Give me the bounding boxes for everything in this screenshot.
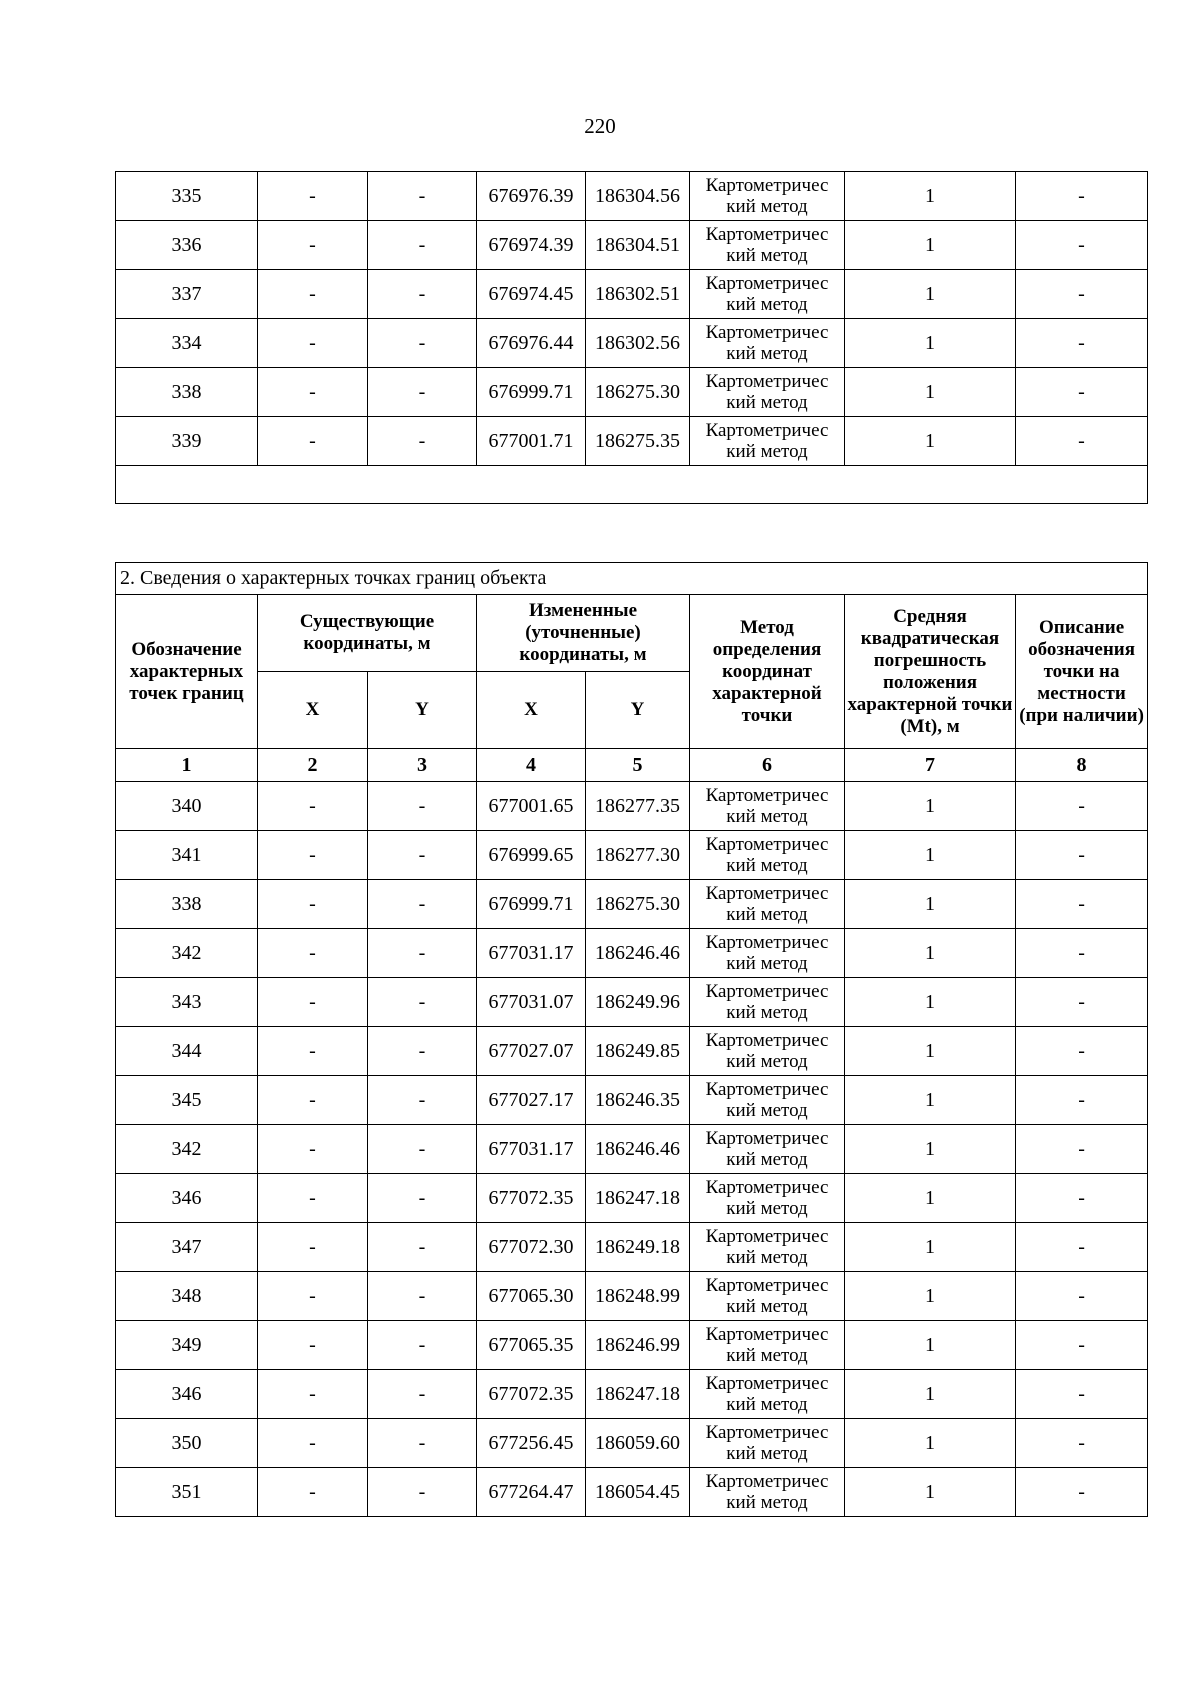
- method-line: кий метод: [726, 1051, 808, 1072]
- method-cell: [690, 831, 845, 880]
- method-line: кий метод: [726, 1247, 808, 1268]
- existing-x-cell: -: [258, 1419, 368, 1468]
- existing-x-cell: -: [258, 782, 368, 831]
- mean-error-cell: 1: [845, 1125, 1016, 1174]
- point-cell: 348: [116, 1272, 258, 1321]
- column-numbers-row: [116, 749, 1148, 782]
- point-cell: 334: [116, 319, 258, 368]
- existing-x-cell: -: [258, 368, 368, 417]
- x-cell: 677065.30: [477, 1272, 586, 1321]
- method-cell: [690, 172, 845, 221]
- point-cell: 342: [116, 929, 258, 978]
- table-row: [116, 1468, 1148, 1517]
- y-cell: 186248.99: [586, 1272, 690, 1321]
- table1-body: [116, 172, 1148, 466]
- table-caption-row: [116, 563, 1148, 595]
- method-line: Картометричес: [705, 1226, 829, 1247]
- table-row: [116, 880, 1148, 929]
- y-cell: 186277.30: [586, 831, 690, 880]
- table-row: [116, 929, 1148, 978]
- method-line: кий метод: [726, 855, 808, 876]
- table-row: [116, 172, 1148, 221]
- table-row: [116, 1125, 1148, 1174]
- existing-x-cell: -: [258, 1174, 368, 1223]
- existing-y-cell: -: [368, 1370, 477, 1419]
- method-line: Картометричес: [705, 1324, 829, 1345]
- mean-error-cell: 1: [845, 1468, 1016, 1517]
- existing-x-cell: -: [258, 880, 368, 929]
- table-row: [116, 782, 1148, 831]
- x-cell: 677256.45: [477, 1419, 586, 1468]
- method-cell: [690, 1419, 845, 1468]
- point-cell: 350: [116, 1419, 258, 1468]
- existing-x-cell: -: [258, 1321, 368, 1370]
- existing-y-cell: -: [368, 417, 477, 466]
- existing-y-cell: -: [368, 929, 477, 978]
- boundary-points-table: [115, 562, 1148, 1517]
- x-cell: 677072.35: [477, 1370, 586, 1419]
- method-cell: [690, 368, 845, 417]
- point-cell: 351: [116, 1468, 258, 1517]
- method-line: кий метод: [726, 392, 808, 413]
- method-cell: [690, 1321, 845, 1370]
- point-cell: 337: [116, 270, 258, 319]
- point-cell: 341: [116, 831, 258, 880]
- x-cell: 677031.07: [477, 978, 586, 1027]
- existing-y-cell: -: [368, 1027, 477, 1076]
- y-cell: 186247.18: [586, 1370, 690, 1419]
- table-row: [116, 1076, 1148, 1125]
- column-number: 3: [368, 749, 477, 782]
- header-existing-x: X: [258, 672, 368, 749]
- column-number: 1: [116, 749, 258, 782]
- description-cell: -: [1016, 1370, 1148, 1419]
- mean-error-cell: 1: [845, 929, 1016, 978]
- existing-y-cell: -: [368, 1468, 477, 1517]
- method-line: Картометричес: [705, 932, 829, 953]
- existing-x-cell: -: [258, 1370, 368, 1419]
- mean-error-cell: 1: [845, 417, 1016, 466]
- existing-y-cell: -: [368, 368, 477, 417]
- method-line: Картометричес: [705, 834, 829, 855]
- table-row: [116, 1174, 1148, 1223]
- column-number: 2: [258, 749, 368, 782]
- method-line: Картометричес: [705, 420, 829, 441]
- existing-y-cell: -: [368, 319, 477, 368]
- y-cell: 186249.85: [586, 1027, 690, 1076]
- mean-error-cell: 1: [845, 978, 1016, 1027]
- method-cell: [690, 1125, 845, 1174]
- table1-empty-row: [116, 466, 1148, 504]
- point-cell: 340: [116, 782, 258, 831]
- mean-error-cell: 1: [845, 1370, 1016, 1419]
- existing-x-cell: -: [258, 1125, 368, 1174]
- table2-body: [116, 782, 1148, 1517]
- x-cell: 677031.17: [477, 929, 586, 978]
- method-cell: [690, 1468, 845, 1517]
- method-line: Картометричес: [705, 175, 829, 196]
- method-line: кий метод: [726, 1100, 808, 1121]
- mean-error-cell: 1: [845, 782, 1016, 831]
- method-line: кий метод: [726, 1198, 808, 1219]
- method-cell: [690, 270, 845, 319]
- table-row: [116, 417, 1148, 466]
- x-cell: 677065.35: [477, 1321, 586, 1370]
- description-cell: -: [1016, 270, 1148, 319]
- x-cell: 676976.44: [477, 319, 586, 368]
- table-row: [116, 368, 1148, 417]
- x-cell: 676974.39: [477, 221, 586, 270]
- existing-x-cell: -: [258, 978, 368, 1027]
- mean-error-cell: 1: [845, 1174, 1016, 1223]
- method-line: кий метод: [726, 1394, 808, 1415]
- description-cell: -: [1016, 368, 1148, 417]
- y-cell: 186246.46: [586, 929, 690, 978]
- x-cell: 677001.65: [477, 782, 586, 831]
- method-line: Картометричес: [705, 224, 829, 245]
- method-line: Картометричес: [705, 1030, 829, 1051]
- point-cell: 338: [116, 368, 258, 417]
- column-number: 4: [477, 749, 586, 782]
- x-cell: 676976.39: [477, 172, 586, 221]
- method-line: Картометричес: [705, 785, 829, 806]
- x-cell: 676974.45: [477, 270, 586, 319]
- table-caption: 2. Сведения о характерных точках границ объекта: [116, 563, 1148, 595]
- mean-error-cell: 1: [845, 221, 1016, 270]
- existing-y-cell: -: [368, 1125, 477, 1174]
- point-cell: 339: [116, 417, 258, 466]
- y-cell: 186275.30: [586, 368, 690, 417]
- table-row: [116, 1419, 1148, 1468]
- method-line: кий метод: [726, 1149, 808, 1170]
- existing-x-cell: -: [258, 929, 368, 978]
- header-changed-x: X: [477, 672, 586, 749]
- method-cell: [690, 221, 845, 270]
- description-cell: -: [1016, 1223, 1148, 1272]
- method-line: кий метод: [726, 245, 808, 266]
- x-cell: 676999.71: [477, 880, 586, 929]
- method-line: кий метод: [726, 1002, 808, 1023]
- y-cell: 186246.99: [586, 1321, 690, 1370]
- point-cell: 344: [116, 1027, 258, 1076]
- table-row: [116, 1223, 1148, 1272]
- mean-error-cell: 1: [845, 880, 1016, 929]
- description-cell: -: [1016, 1125, 1148, 1174]
- y-cell: 186246.35: [586, 1076, 690, 1125]
- method-cell: [690, 319, 845, 368]
- existing-x-cell: -: [258, 1468, 368, 1517]
- y-cell: 186054.45: [586, 1468, 690, 1517]
- method-cell: [690, 417, 845, 466]
- y-cell: 186275.35: [586, 417, 690, 466]
- table-row: [116, 831, 1148, 880]
- y-cell: 186302.56: [586, 319, 690, 368]
- existing-x-cell: -: [258, 270, 368, 319]
- method-line: Картометричес: [705, 1471, 829, 1492]
- method-line: кий метод: [726, 294, 808, 315]
- column-number: 6: [690, 749, 845, 782]
- table-row: [116, 978, 1148, 1027]
- table-row: [116, 319, 1148, 368]
- description-cell: -: [1016, 319, 1148, 368]
- table-row: [116, 1370, 1148, 1419]
- existing-y-cell: -: [368, 1223, 477, 1272]
- description-cell: -: [1016, 1174, 1148, 1223]
- point-cell: 343: [116, 978, 258, 1027]
- table-row: [116, 1027, 1148, 1076]
- method-line: Картометричес: [705, 1373, 829, 1394]
- y-cell: 186275.30: [586, 880, 690, 929]
- y-cell: 186304.51: [586, 221, 690, 270]
- method-line: Картометричес: [705, 1128, 829, 1149]
- existing-x-cell: -: [258, 221, 368, 270]
- existing-x-cell: -: [258, 1027, 368, 1076]
- existing-y-cell: -: [368, 1272, 477, 1321]
- existing-x-cell: -: [258, 417, 368, 466]
- description-cell: -: [1016, 1419, 1148, 1468]
- y-cell: 186059.60: [586, 1419, 690, 1468]
- point-cell: 345: [116, 1076, 258, 1125]
- method-line: кий метод: [726, 953, 808, 974]
- mean-error-cell: 1: [845, 1027, 1016, 1076]
- method-line: кий метод: [726, 441, 808, 462]
- existing-y-cell: -: [368, 1321, 477, 1370]
- mean-error-cell: 1: [845, 831, 1016, 880]
- existing-y-cell: -: [368, 831, 477, 880]
- method-line: кий метод: [726, 196, 808, 217]
- point-cell: 342: [116, 1125, 258, 1174]
- header-description: Описание обозначения точки на местности (при наличии): [1016, 595, 1148, 749]
- x-cell: 677072.35: [477, 1174, 586, 1223]
- existing-y-cell: -: [368, 782, 477, 831]
- description-cell: -: [1016, 1076, 1148, 1125]
- y-cell: 186277.35: [586, 782, 690, 831]
- description-cell: -: [1016, 221, 1148, 270]
- x-cell: 676999.65: [477, 831, 586, 880]
- coordinates-table-continuation: [115, 171, 1148, 504]
- method-line: кий метод: [726, 904, 808, 925]
- mean-error-cell: 1: [845, 270, 1016, 319]
- method-line: Картометричес: [705, 981, 829, 1002]
- method-cell: [690, 1370, 845, 1419]
- description-cell: -: [1016, 880, 1148, 929]
- mean-error-cell: 1: [845, 368, 1016, 417]
- description-cell: -: [1016, 782, 1148, 831]
- x-cell: 677027.17: [477, 1076, 586, 1125]
- table-row: [116, 1272, 1148, 1321]
- y-cell: 186302.51: [586, 270, 690, 319]
- existing-x-cell: -: [258, 319, 368, 368]
- method-line: Картометричес: [705, 322, 829, 343]
- column-number: 5: [586, 749, 690, 782]
- existing-y-cell: -: [368, 172, 477, 221]
- header-existing-coords: Существующие координаты, м: [258, 595, 477, 672]
- description-cell: -: [1016, 978, 1148, 1027]
- point-cell: 346: [116, 1370, 258, 1419]
- mean-error-cell: 1: [845, 1321, 1016, 1370]
- method-line: кий метод: [726, 1443, 808, 1464]
- table-row: [116, 1321, 1148, 1370]
- method-line: Картометричес: [705, 1422, 829, 1443]
- point-cell: 338: [116, 880, 258, 929]
- column-number: 8: [1016, 749, 1148, 782]
- method-line: Картометричес: [705, 1275, 829, 1296]
- y-cell: 186246.46: [586, 1125, 690, 1174]
- method-cell: [690, 1076, 845, 1125]
- page-number: 220: [584, 114, 616, 138]
- method-line: кий метод: [726, 1492, 808, 1513]
- table-row: [116, 270, 1148, 319]
- point-cell: 346: [116, 1174, 258, 1223]
- x-cell: 677031.17: [477, 1125, 586, 1174]
- method-cell: [690, 1174, 845, 1223]
- y-cell: 186249.18: [586, 1223, 690, 1272]
- y-cell: 186304.56: [586, 172, 690, 221]
- method-line: кий метод: [726, 1345, 808, 1366]
- existing-y-cell: -: [368, 1174, 477, 1223]
- point-cell: 349: [116, 1321, 258, 1370]
- mean-error-cell: 1: [845, 172, 1016, 221]
- existing-y-cell: -: [368, 270, 477, 319]
- point-cell: 347: [116, 1223, 258, 1272]
- empty-cell: [116, 466, 1148, 504]
- existing-x-cell: -: [258, 1272, 368, 1321]
- y-cell: 186247.18: [586, 1174, 690, 1223]
- existing-y-cell: -: [368, 978, 477, 1027]
- existing-y-cell: -: [368, 880, 477, 929]
- existing-x-cell: -: [258, 831, 368, 880]
- existing-y-cell: -: [368, 1419, 477, 1468]
- existing-y-cell: -: [368, 221, 477, 270]
- column-number: 7: [845, 749, 1016, 782]
- method-cell: [690, 1272, 845, 1321]
- existing-x-cell: -: [258, 1223, 368, 1272]
- method-line: Картометричес: [705, 883, 829, 904]
- description-cell: -: [1016, 1321, 1148, 1370]
- method-line: Картометричес: [705, 273, 829, 294]
- x-cell: 677027.07: [477, 1027, 586, 1076]
- method-line: Картометричес: [705, 371, 829, 392]
- header-changed-y: Y: [586, 672, 690, 749]
- method-cell: [690, 929, 845, 978]
- method-line: кий метод: [726, 1296, 808, 1317]
- mean-error-cell: 1: [845, 1223, 1016, 1272]
- description-cell: -: [1016, 929, 1148, 978]
- method-cell: [690, 880, 845, 929]
- mean-error-cell: 1: [845, 1076, 1016, 1125]
- existing-x-cell: -: [258, 1076, 368, 1125]
- method-cell: [690, 782, 845, 831]
- existing-x-cell: -: [258, 172, 368, 221]
- description-cell: -: [1016, 172, 1148, 221]
- point-cell: 336: [116, 221, 258, 270]
- header-method: Метод определения координат характерной точки: [690, 595, 845, 749]
- x-cell: 677072.30: [477, 1223, 586, 1272]
- mean-error-cell: 1: [845, 1419, 1016, 1468]
- header-existing-y: Y: [368, 672, 477, 749]
- header-row-1: [116, 595, 1148, 672]
- description-cell: -: [1016, 1468, 1148, 1517]
- point-cell: 335: [116, 172, 258, 221]
- existing-y-cell: -: [368, 1076, 477, 1125]
- method-cell: [690, 1027, 845, 1076]
- method-line: Картометричес: [705, 1079, 829, 1100]
- description-cell: -: [1016, 1272, 1148, 1321]
- method-cell: [690, 978, 845, 1027]
- table-row: [116, 221, 1148, 270]
- x-cell: 677001.71: [477, 417, 586, 466]
- header-point-designation: Обозначение характерных точек границ: [116, 595, 258, 749]
- method-line: кий метод: [726, 343, 808, 364]
- description-cell: -: [1016, 1027, 1148, 1076]
- mean-error-cell: 1: [845, 319, 1016, 368]
- y-cell: 186249.96: [586, 978, 690, 1027]
- header-changed-coords: Измененные (уточненные) координаты, м: [477, 595, 690, 672]
- method-line: Картометричес: [705, 1177, 829, 1198]
- method-cell: [690, 1223, 845, 1272]
- x-cell: 677264.47: [477, 1468, 586, 1517]
- x-cell: 676999.71: [477, 368, 586, 417]
- header-mean-error: Средняя квадратическая погрешность положения характерной точки (Mt), м: [845, 595, 1016, 749]
- description-cell: -: [1016, 831, 1148, 880]
- description-cell: -: [1016, 417, 1148, 466]
- mean-error-cell: 1: [845, 1272, 1016, 1321]
- method-line: кий метод: [726, 806, 808, 827]
